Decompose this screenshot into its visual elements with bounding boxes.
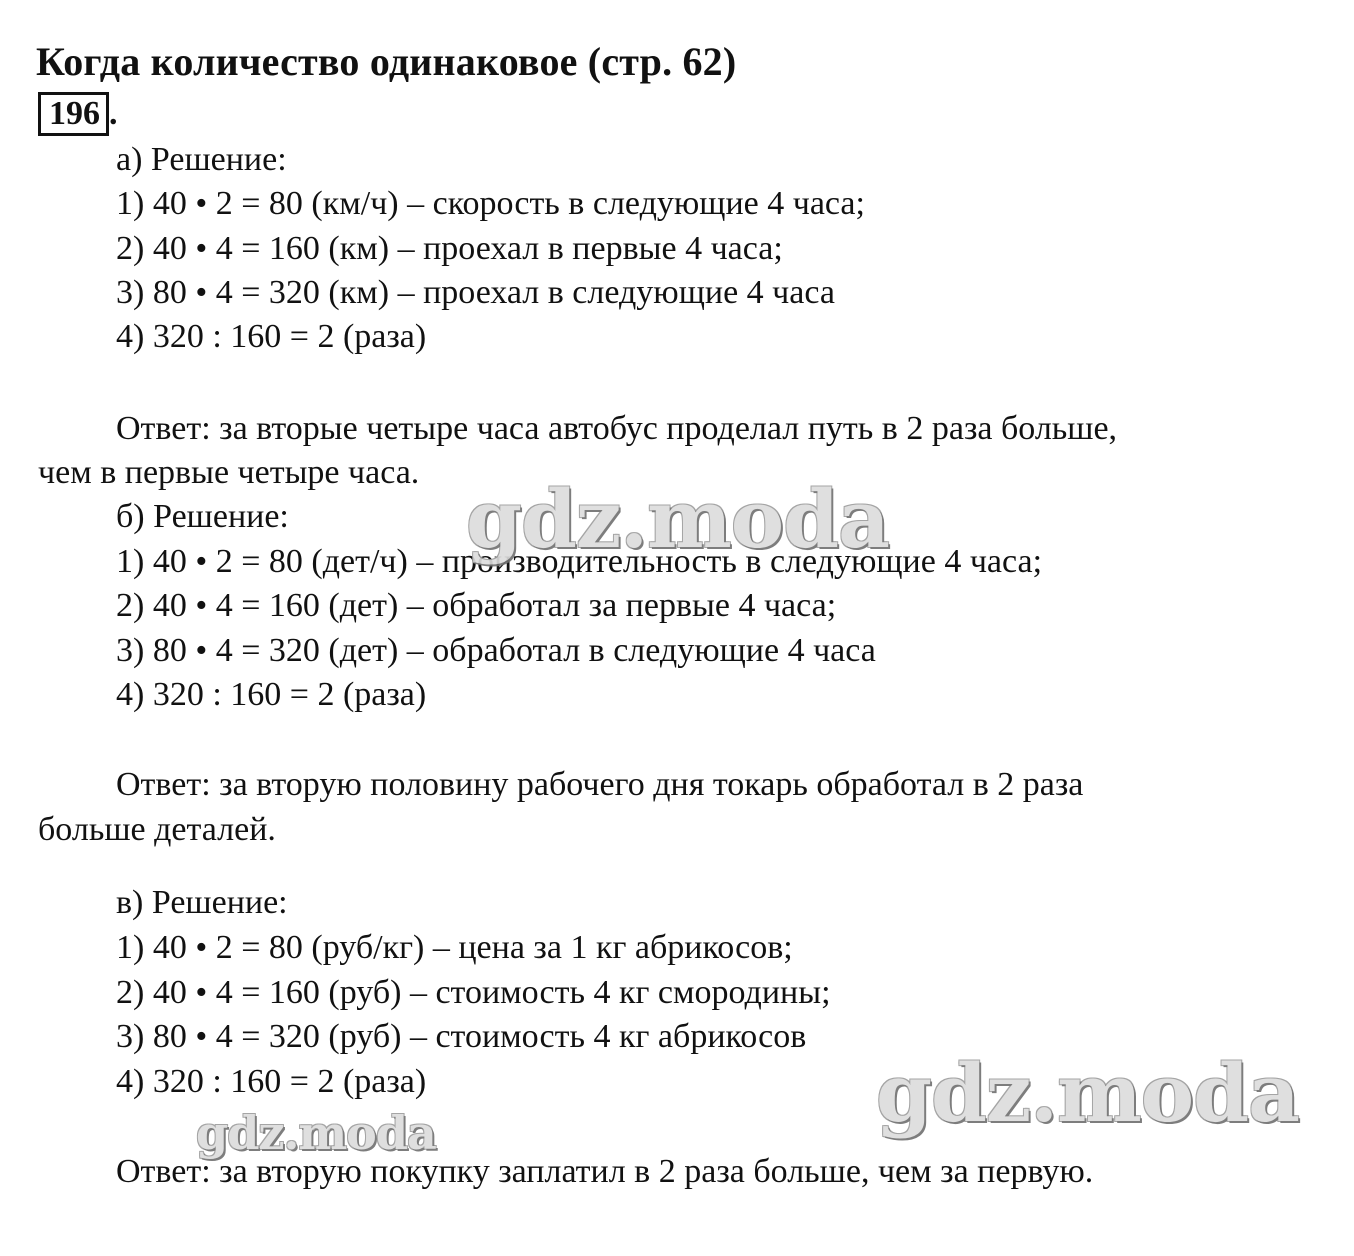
task-number — [38, 92, 118, 136]
part-a-step-1: 1) 40 • 2 = 80 (км/ч) – скорость в следующие 4 часа; — [116, 185, 865, 222]
part-c-step-4: 4) 320 : 160 = 2 (раза) — [116, 1063, 427, 1100]
part-b-step-4: 4) 320 : 160 = 2 (раза) — [116, 676, 427, 713]
part-b-step-3: 3) 80 • 4 = 320 (дет) – обработал в следующие 4 часа — [116, 632, 876, 669]
watermark-logo: gdz.moda — [876, 1046, 1299, 1140]
watermark-logo: gdz.moda — [196, 1106, 436, 1160]
part-a-step-3: 3) 80 • 4 = 320 (км) – проехал в следующие 4 часа — [116, 274, 835, 311]
part-a-answer-line-1: Ответ: за вторые четыре часа автобус проделал путь в 2 раза больше, — [116, 410, 1118, 447]
part-b-step-1: 1) 40 • 2 = 80 (дет/ч) – производительность в следующие 4 часа; — [116, 543, 1043, 580]
task-number-box: 196 — [38, 92, 109, 136]
task-number-suffix: . — [109, 95, 118, 132]
part-b-answer-line-2: больше деталей. — [38, 811, 276, 848]
page-title: Когда количество одинаковое (стр. 62) — [36, 39, 737, 84]
part-a-step-2: 2) 40 • 4 = 160 (км) – проехал в первые 4 часа; — [116, 230, 783, 267]
part-b-heading: б) Решение: — [116, 498, 289, 535]
part-a-heading: а) Решение: — [116, 141, 287, 178]
part-b-answer-line-1: Ответ: за вторую половину рабочего дня токарь обработал в 2 раза — [116, 766, 1084, 803]
part-c-answer: Ответ: за вторую покупку заплатил в 2 раза больше, чем за первую. — [116, 1153, 1094, 1190]
part-c-step-2: 2) 40 • 4 = 160 (руб) – стоимость 4 кг смородины; — [116, 974, 831, 1011]
part-c-step-3: 3) 80 • 4 = 320 (руб) – стоимость 4 кг абрикосов — [116, 1018, 807, 1055]
part-a-step-4: 4) 320 : 160 = 2 (раза) — [116, 318, 427, 355]
part-c-step-1: 1) 40 • 2 = 80 (руб/кг) – цена за 1 кг абрикосов; — [116, 929, 793, 966]
part-b-step-2: 2) 40 • 4 = 160 (дет) – обработал за первые 4 часа; — [116, 587, 837, 624]
part-a-answer-line-2: чем в первые четыре часа. — [38, 454, 420, 491]
part-c-heading: в) Решение: — [116, 884, 288, 921]
watermark-logo: gdz.moda — [466, 472, 889, 566]
